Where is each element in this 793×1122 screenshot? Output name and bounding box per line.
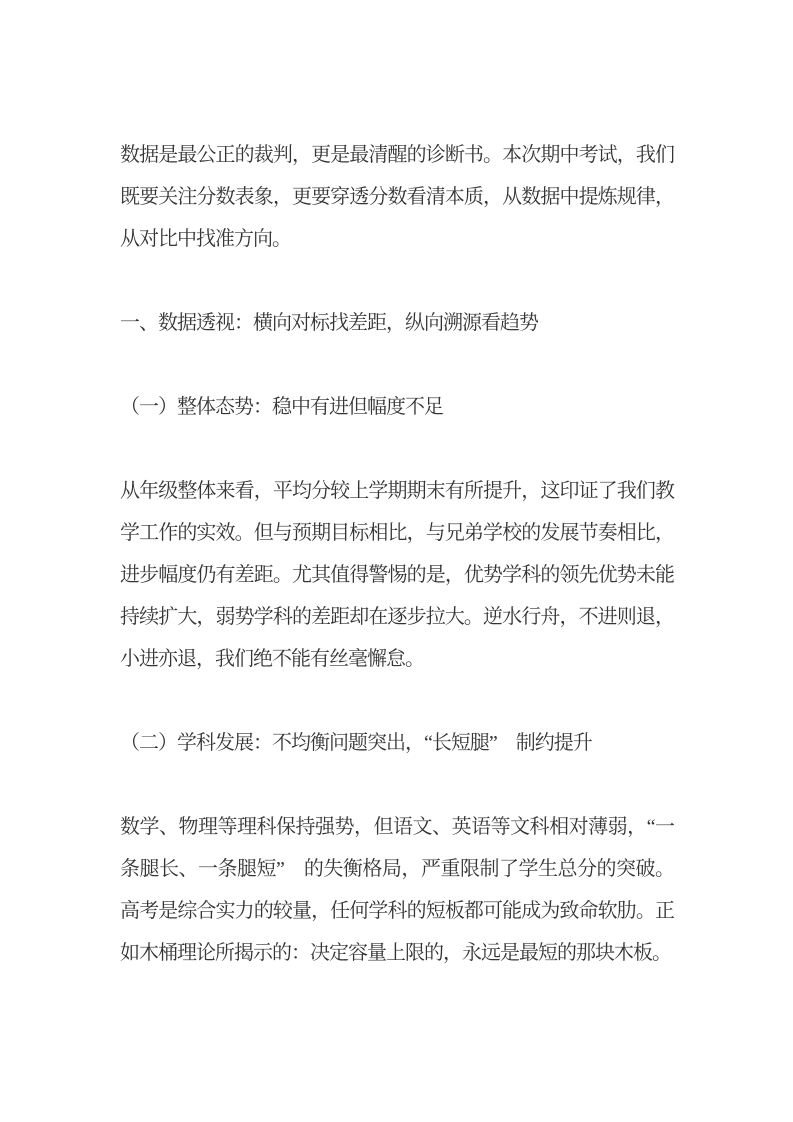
body-paragraph-overall-trend: 从年级整体来看，平均分较上学期期末有所提升，这印证了我们教学工作的实效。但与预期目标相比，与兄弟学校的发展节奏相比，进步幅度仍有差距。尤其值得警惕的是，优势学科的领先优势未能持续扩大，弱势学科的差距却在逐步拉大。逆水行舟，不进则退，小进亦退，我们绝不能有丝毫懈怠。 bbox=[120, 480, 674, 670]
subsection-heading-overall-trend: （一）整体态势：稳中有进但幅度不足 bbox=[120, 396, 443, 418]
body-paragraph-subject-development: 数学、物理等理科保持强势，但语文、英语等文科相对薄弱，“一条腿长、一条腿短” 的失衡格局，严重限制了学生总分的突破。高考是综合实力的较量，任何学科的短板都可能成为致命软肋。正如木桶理论所揭示的：决定容量上限的，永远是最短的那块木板。 bbox=[120, 816, 674, 964]
document-content bbox=[120, 134, 674, 1016]
section-heading-data-perspective: 一、数据透视：横向对标找差距，纵向溯源看趋势 bbox=[120, 312, 538, 334]
body-paragraph-intro: 数据是最公正的裁判，更是最清醒的诊断书。本次期中考试，我们既要关注分数表象，更要穿透分数看清本质，从数据中提炼规律，从对比中找准方向。 bbox=[120, 144, 674, 250]
subsection-heading-subject-development: （二）学科发展：不均衡问题突出，“长短腿” 制约提升 bbox=[120, 732, 592, 754]
